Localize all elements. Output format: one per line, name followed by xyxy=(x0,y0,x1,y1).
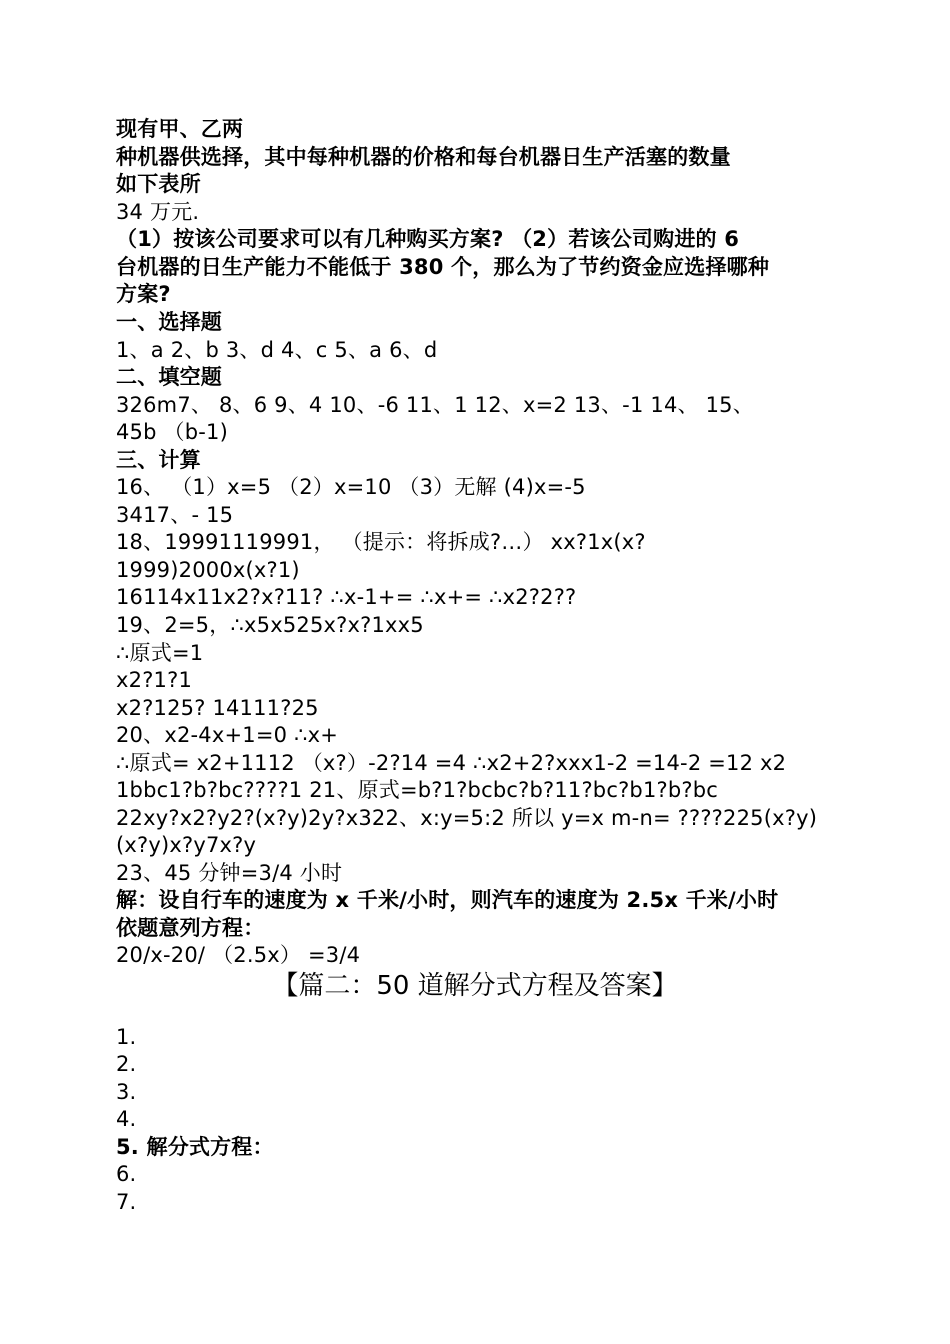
text-line-21: x2?1?1 xyxy=(116,668,193,692)
text-line-26: 22xy?x2?y2?(x?y)2y?x322、x:y=5:2 所以 y=x m-n= ????225(x?y) xyxy=(116,806,818,830)
text-line-6: 台机器的日生产能力不能低于 380 个，那么为了节约资金应选择哪种 xyxy=(116,255,770,279)
text-line-22: x2?125? 14111?25 xyxy=(116,696,319,720)
text-line-4-content: 34 万元. xyxy=(116,200,200,224)
text-line-31: 20/x-20/ （2.5x） =3/4 xyxy=(116,943,361,967)
text-line-5: （1）按该公司要求可以有几种购买方案? （2）若该公司购进的 6 xyxy=(116,227,740,251)
section-title: 【篇二：50 道解分式方程及答案】 xyxy=(272,971,678,1001)
text-line-9: 1、a 2、b 3、d 4、c 5、a 6、d xyxy=(116,338,438,362)
list-item-5: 5. 解分式方程： xyxy=(116,1135,274,1159)
text-line-12: 45b （b-1) xyxy=(116,420,228,444)
text-line-17: 1999)2000x(x?1) xyxy=(116,558,300,582)
section-heading-fill: 二、填空题 xyxy=(116,365,222,389)
text-line-15: 3417、- 15 xyxy=(116,503,234,527)
text-line-11: 326m7、 8、6 9、4 10、-6 11、1 12、x=2 13、-1 14、 15、 xyxy=(116,393,754,417)
list-item-2: 2. xyxy=(116,1052,137,1076)
text-line-20: ∴原式=1 xyxy=(116,641,204,665)
text-line-14: 16、 （1）x=5 （2）x=10 （3）无解 (4)x=-5 xyxy=(116,475,586,499)
text-line-18: 16114x11x2?x?11? ∴x-1+= ∴x+= ∴x2?2?? xyxy=(116,585,577,609)
text-line-24: ∴原式= x2+1112 （x?）-2?14 =4 ∴x2+2?xxx1-2 =14-2 =12 x2 xyxy=(116,751,787,775)
text-line-30: 依题意列方程： xyxy=(116,916,265,940)
text-line-19: 19、2=5，∴x5x525x?x?1xx5 xyxy=(116,613,424,637)
text-line-27: (x?y)x?y7x?y xyxy=(116,833,257,857)
text-line-4 xyxy=(116,199,199,226)
text-line-29: 解：设自行车的速度为 x 千米/小时，则汽车的速度为 2.5x 千米/小时 xyxy=(116,888,779,912)
text-line-28: 23、45 分钟=3/4 小时 xyxy=(116,861,343,885)
text-line-23: 20、x2-4x+1=0 ∴x+ xyxy=(116,723,339,747)
section-heading-choice: 一、选择题 xyxy=(116,310,222,334)
list-item-3: 3. xyxy=(116,1080,137,1104)
list-item-1: 1. xyxy=(116,1025,137,1049)
list-item-7: 7. xyxy=(116,1190,137,1214)
text-line-7: 方案? xyxy=(116,282,171,306)
section-heading-calc: 三、计算 xyxy=(116,448,201,472)
list-item-4: 4. xyxy=(116,1107,137,1131)
list-item-6: 6. xyxy=(116,1162,137,1186)
text-line-16: 18、19991119991， （提示：将拆成?…） xx?1x(x? xyxy=(116,530,646,554)
text-line-3: 如下表所 xyxy=(116,172,201,196)
text-line-1: 现有甲、乙两 xyxy=(116,117,244,141)
text-line-25: 1bbc1?b?bc????1 21、原式=b?1?bcbc?b?11?bc?b1?b?bc xyxy=(116,778,718,802)
text-line-2: 种机器供选择，其中每种机器的价格和每台机器日生产活塞的数量 xyxy=(116,145,731,169)
